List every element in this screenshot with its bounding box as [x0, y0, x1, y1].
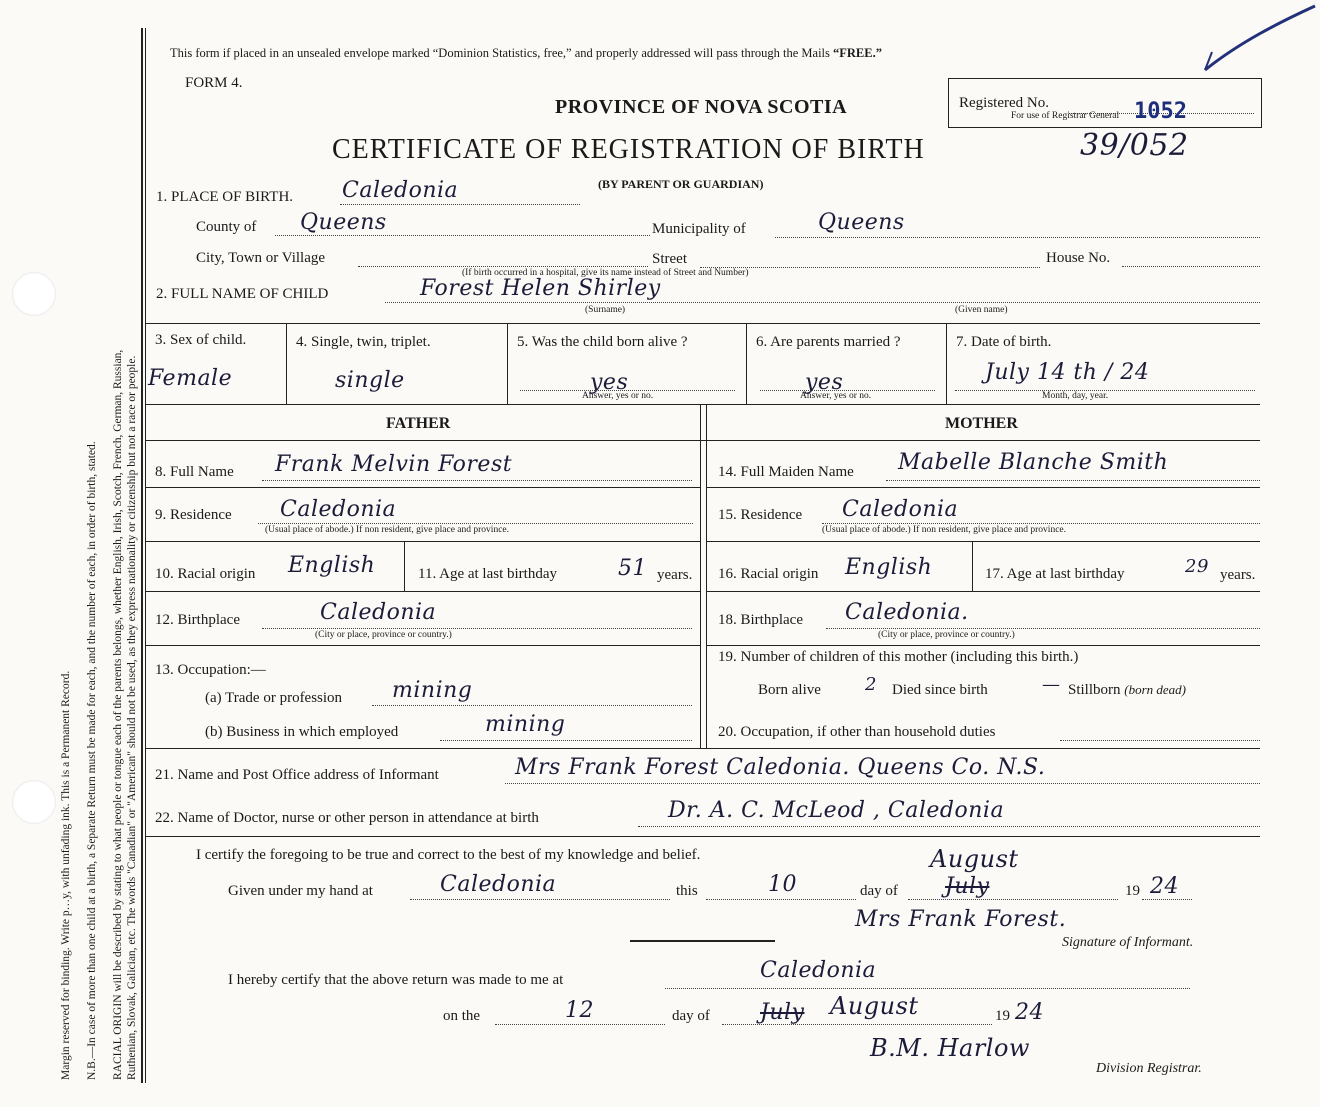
died-since-birth-label: Died since birth	[892, 682, 988, 698]
mother-birthplace-label: 18. Birthplace	[718, 612, 803, 628]
father-trade-label: (a) Trade or profession	[205, 690, 343, 706]
mother-birthplace-note: (City or place, province or country.)	[878, 630, 1015, 640]
county-value: Queens	[300, 210, 387, 235]
born-alive-count-value: 2	[865, 674, 877, 695]
father-racial-label: 10. Racial origin	[155, 566, 256, 582]
parents-married-note: Answer, yes or no.	[800, 391, 872, 401]
mother-children-label: 19. Number of children of this mother (including this birth.)	[718, 649, 1079, 665]
registrar-year-value: 24	[1015, 1000, 1044, 1025]
given-day-of-label: day of	[860, 883, 898, 899]
city-label: City, Town or Village	[196, 250, 326, 266]
mother-residence-value: Caledonia	[842, 497, 959, 522]
informant-value: Mrs Frank Forest Caledonia. Queens Co. N.S.	[515, 755, 1046, 780]
informant-signature-label: Signature of Informant.	[1062, 935, 1194, 950]
margin-border	[141, 28, 143, 1083]
registrar-general-note: For use of Registrar General	[1011, 111, 1120, 121]
father-trade-value: mining	[392, 678, 473, 703]
mother-age-value: 29	[1185, 556, 1209, 577]
registrar-signature-label: Division Registrar.	[1096, 1061, 1202, 1076]
mother-occupation-label: 20. Occupation, if other than household duties	[718, 724, 996, 740]
father-business-label: (b) Business in which employed	[205, 724, 399, 740]
given-this-label: this	[676, 883, 698, 899]
municipality-label: Municipality of	[652, 221, 746, 237]
municipality-value: Queens	[818, 210, 905, 235]
hospital-note: (If birth occurred in a hospital, give its name instead of Street and Number)	[462, 268, 749, 278]
given-month-struck: July	[945, 874, 990, 899]
street-label: Street	[652, 251, 687, 267]
registered-stamp: 1052	[1134, 99, 1187, 124]
mail-note: This form if placed in an unsealed envelope marked “Dominion Statistics, free,” and properly addressed will pass through the Mails “FREE.”	[170, 46, 882, 60]
father-name-value: Frank Melvin Forest	[275, 452, 513, 477]
registrar-day-of-label: day of	[672, 1008, 710, 1024]
given-year-value: 24	[1150, 874, 1179, 899]
informant-signature: Mrs Frank Forest.	[855, 907, 1067, 932]
born-alive-value: yes	[590, 370, 629, 395]
registration-number-handwritten: 39/052	[1080, 128, 1189, 163]
pen-stroke-mark	[1200, 2, 1320, 77]
given-day-value: 10	[768, 872, 797, 897]
mother-residence-label: 15. Residence	[718, 507, 803, 523]
father-name-label: 8. Full Name	[155, 464, 234, 480]
margin-note-multiple-births: N.B.—In case of more than one child at a birth, a Separate Return must be made for each, and the number of each, in order of birth, stated.	[86, 441, 98, 1080]
informant-label: 21. Name and Post Office address of Informant	[155, 767, 439, 783]
county-label: County of	[196, 219, 257, 235]
father-heading: FATHER	[386, 415, 451, 432]
house-number-label: House No.	[1046, 250, 1111, 266]
father-racial-value: English	[288, 553, 376, 578]
registrar-on-the-label: on the	[443, 1008, 481, 1024]
father-residence-label: 9. Residence	[155, 507, 232, 523]
margin-note-racial-origin: RACIAL ORIGIN will be described by stating to what people or tongue each of the parents belongs, whether English, Irish, Scotch, French, German, Russian,	[112, 349, 124, 1080]
given-year-prefix: 19	[1125, 883, 1140, 899]
father-residence-note: (Usual place of abode.) If non resident, give place and province.	[265, 525, 509, 535]
registered-box	[948, 78, 1262, 128]
date-of-birth-value: July 14 th / 24	[985, 360, 1150, 385]
parents-married-label: 6. Are parents married ?	[756, 334, 901, 350]
died-since-birth-value: —	[1042, 674, 1061, 695]
mother-racial-label: 16. Racial origin	[718, 566, 819, 582]
parents-married-value: yes	[805, 370, 844, 395]
mother-age-label: 17. Age at last birthday	[985, 566, 1125, 582]
father-age-value: 51	[618, 556, 647, 581]
child-name-label: 2. FULL NAME OF CHILD	[156, 286, 329, 302]
margin-border-inner	[145, 28, 146, 1083]
registrar-statement: I hereby certify that the above return was made to me at	[228, 972, 564, 988]
surname-note: (Surname)	[585, 305, 626, 315]
sex-label: 3. Sex of child.	[155, 332, 247, 348]
province-heading: PROVINCE OF NOVA SCOTIA	[555, 96, 848, 118]
form-number: FORM 4.	[185, 75, 243, 91]
certificate-subtitle: (BY PARENT OR GUARDIAN)	[598, 177, 764, 191]
punch-hole-bottom	[12, 780, 56, 824]
registrar-place-value: Caledonia	[760, 958, 877, 983]
certificate-title: CERTIFICATE OF REGISTRATION OF BIRTH	[332, 134, 925, 165]
given-name-note: (Given name)	[955, 305, 1008, 315]
father-age-label: 11. Age at last birthday	[418, 566, 557, 582]
registrar-month-value: August	[830, 992, 919, 1020]
place-of-birth-value: Caledonia	[342, 178, 459, 203]
registrar-signature: B.M. Harlow	[870, 1034, 1030, 1062]
doctor-value: Dr. A. C. McLeod , Caledonia	[668, 798, 1005, 823]
father-residence-value: Caledonia	[280, 497, 397, 522]
father-birthplace-value: Caledonia	[320, 600, 437, 625]
punch-hole-top	[12, 272, 56, 316]
child-name-value: Forest Helen Shirley	[420, 276, 661, 301]
given-place-value: Caledonia	[440, 872, 557, 897]
margin-note-racial-origin-cont: Ruthenian, Slovak, Galician, etc. The words "Canadian" or "American" should not be used, as they express nationality or citizenship but not a race or people.	[126, 355, 138, 1080]
place-of-birth-label: 1. PLACE OF BIRTH.	[156, 189, 294, 205]
date-of-birth-label: 7. Date of birth.	[956, 334, 1052, 350]
mother-birthplace-value: Caledonia.	[845, 600, 969, 625]
father-age-unit: years.	[657, 567, 693, 583]
mother-residence-note: (Usual place of abode.) If non resident, give place and province.	[822, 525, 1066, 535]
mother-age-unit: years.	[1220, 567, 1256, 583]
single-twin-value: single	[335, 368, 405, 393]
registered-label: Registered No.	[959, 95, 1049, 111]
certify-statement: I certify the foregoing to be true and correct to the best of my knowledge and belief.	[196, 847, 701, 863]
mother-heading: MOTHER	[945, 415, 1018, 432]
born-alive-label: 5. Was the child born alive ?	[517, 334, 688, 350]
given-month-value: August	[930, 845, 1019, 873]
single-twin-label: 4. Single, twin, triplet.	[296, 334, 431, 350]
born-alive-count-label: Born alive	[758, 682, 821, 698]
mother-racial-value: English	[845, 555, 933, 580]
father-birthplace-label: 12. Birthplace	[155, 612, 240, 628]
mother-name-value: Mabelle Blanche Smith	[898, 450, 1169, 475]
born-alive-note: Answer, yes or no.	[582, 391, 654, 401]
father-birthplace-note: (City or place, province or country.)	[315, 630, 452, 640]
mother-name-label: 14. Full Maiden Name	[718, 464, 854, 480]
stillborn-label: Stillborn (born dead)	[1068, 682, 1187, 698]
given-under-hand-label: Given under my hand at	[228, 883, 373, 899]
registrar-year-prefix: 19	[995, 1008, 1010, 1024]
father-occupation-label: 13. Occupation:—	[155, 662, 266, 678]
date-of-birth-note: Month, day, year.	[1042, 391, 1109, 401]
margin-note-binding: Margin reserved for binding. Write p…y, with unfading ink. This is a Permanent Record.	[60, 670, 72, 1080]
doctor-label: 22. Name of Doctor, nurse or other person in attendance at birth	[155, 810, 539, 826]
registrar-day-value: 12	[565, 998, 594, 1023]
father-business-value: mining	[485, 712, 566, 737]
sex-value: Female	[148, 366, 233, 391]
registrar-month-struck: July	[760, 1000, 805, 1025]
